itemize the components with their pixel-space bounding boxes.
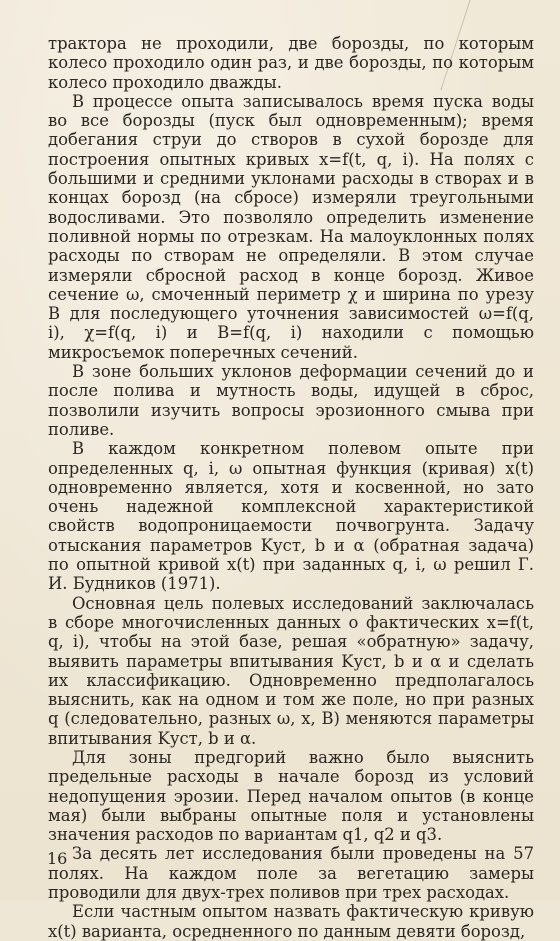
paragraph-3: В зоне больших уклонов деформации сечений до и после полива и мутность воды, идущей в сброс, позволили изучить вопросы эрозионного смыва при поливе. xyxy=(48,362,534,439)
body-text xyxy=(48,34,534,941)
paragraph-2: В процессе опыта записывалось время пуска воды во все борозды (пуск был одновременным); время добегания струи до створов в сухой борозде для построения опытных кривых x=f(t, q, i). На полях с большими и средними уклонами расходы в створах и в концах борозд (на сбросе) измеряли треугольными водосливами. Это позволяло определить изменение поливной нормы по отрезкам. На малоуклонных полях расходы по створам не определяли. В этом случае измеряли сбросной расход в конце борозд. Живое сечение ω, смоченный периметр χ и ширина по урезу B для последующего уточнения зависимостей ω=f(q, i), χ=f(q, i) и B=f(q, i) находили с помощью микросъемок поперечных сечений. xyxy=(48,91,534,362)
paragraph-1: трактора не проходили, две борозды, по которым колесо проходило один раз, и две борозды, по которым колесо проходило дважды. xyxy=(48,34,534,92)
paragraph-4: В каждом конкретном полевом опыте при определенных q, i, ω опытная функция (кривая) x(t) одновременно является, хотя и косвенной, но зато очень надежной комплексной характеристикой свойств водопроницаемости почвогрунта. Задачу отыскания параметров Kуст, b и α (обратная задача) по опытной кривой x(t) при заданных q, i, ω решил Г. И. Будников (1971). xyxy=(48,439,534,594)
paragraph-5: Основная цель полевых исследований заключалась в сборе многочисленных данных о фактических x=f(t, q, i), чтобы на этой базе, решая «обратную» задачу, выявить параметры впитывания Kуст, b и α и сделать их классификацию. Одновременно предполагалось выяснить, как на одном и том же поле, но при разных q (следовательно, разных ω, x, B) меняются параметры впитывания Kуст, b и α. xyxy=(48,593,534,748)
paragraph-6: Для зоны предгорий важно было выяснить предельные расходы в начале борозд из условий недопущения эрозии. Перед началом опытов (в конце мая) были выбраны опытные поля и установлены значения расходов по вариантам q1, q2 и q3. xyxy=(48,747,534,845)
paragraph-7: За десять лет исследования были проведены на 57 полях. На каждом поле за вегетацию замеры проводили для двух-трех поливов при трех расходах. xyxy=(48,844,534,903)
page-number: 16 xyxy=(47,849,68,868)
paragraph-8: Если частным опытом назвать фактическую кривую x(t) варианта, осредненного по данным девяти борозд, xyxy=(48,902,534,941)
